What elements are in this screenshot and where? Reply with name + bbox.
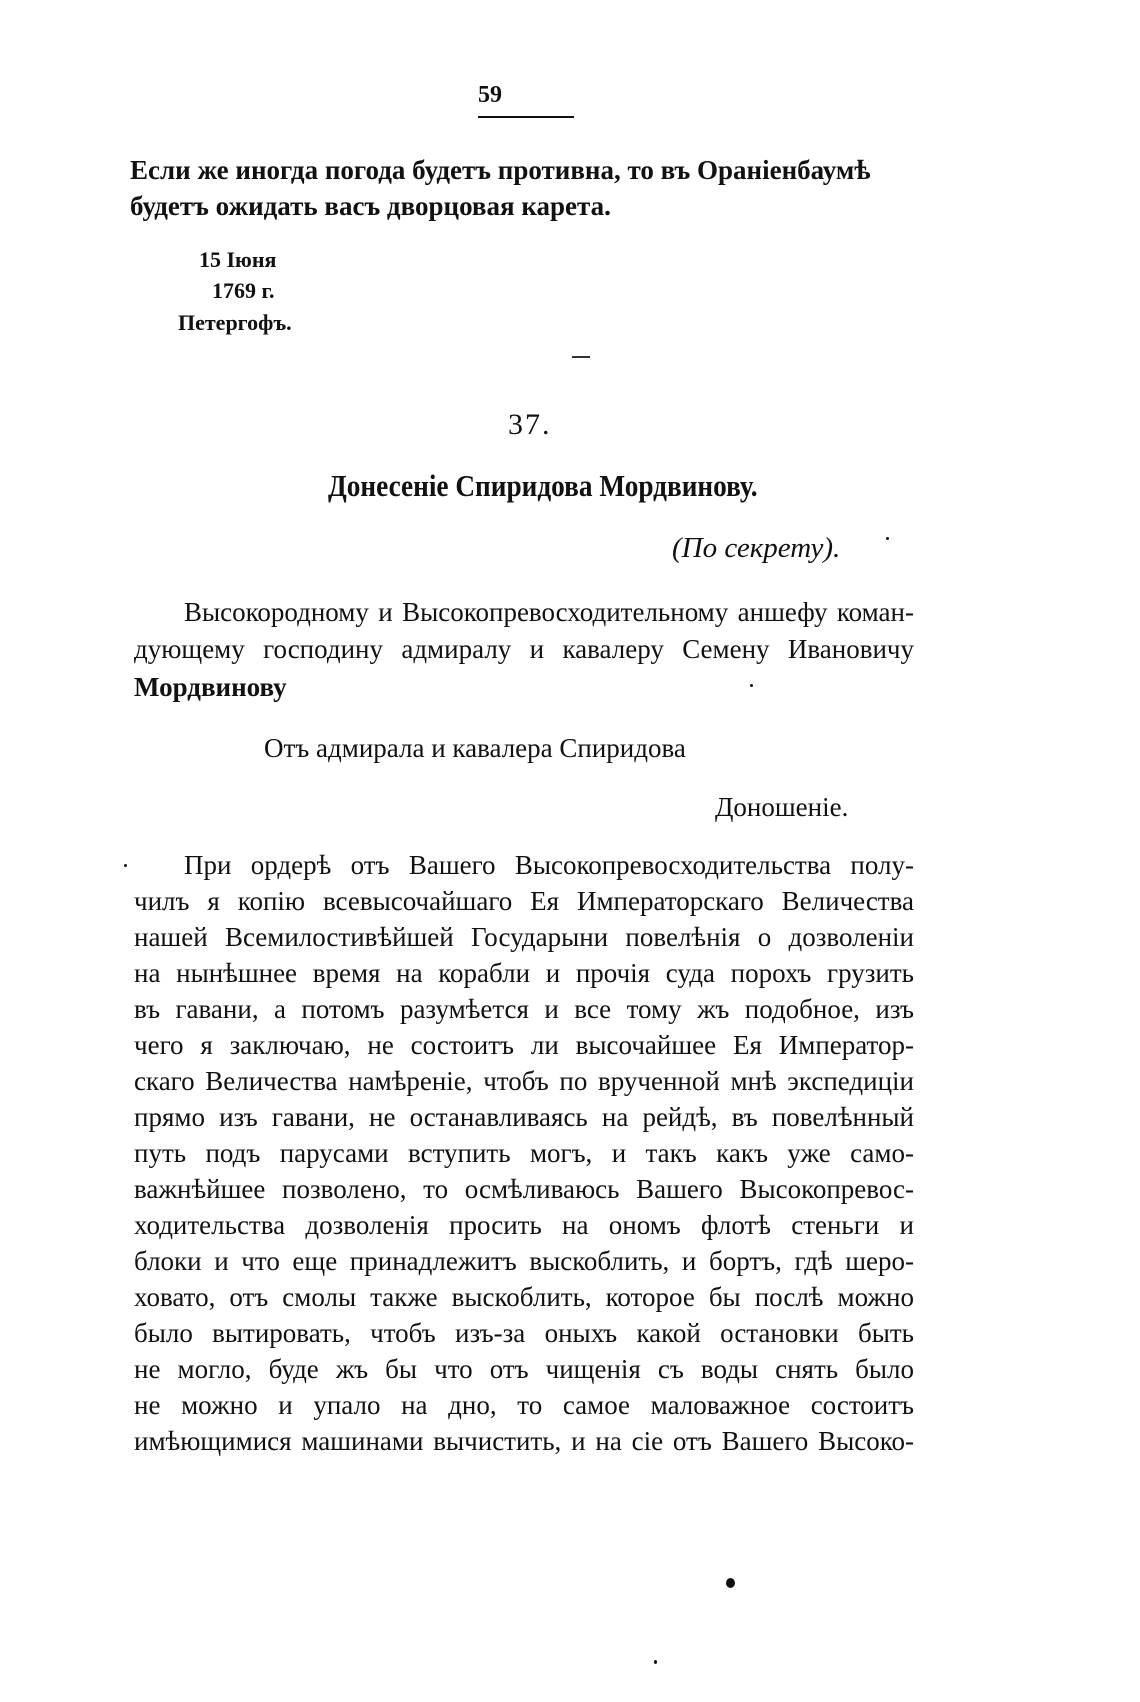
body-line: не могло, буде жъ бы что отъ чищенія съ воды снять было bbox=[134, 1354, 914, 1384]
scan-speck bbox=[886, 537, 889, 540]
body-line: важнѣйшее позволено, то осмѣливаюсь Вашего Высокопревос- bbox=[134, 1174, 914, 1204]
page-number: 59 bbox=[478, 82, 502, 108]
body-line: прямо изъ гавани, не останавливаясь на рейдѣ, въ повелѣнный bbox=[134, 1102, 914, 1132]
dateline-year: 1769 г. bbox=[212, 278, 275, 303]
top-paragraph-line-2: будетъ ожидать васъ дворцовая карета. bbox=[130, 191, 611, 221]
dateline-place: Петергофъ. bbox=[178, 310, 292, 335]
body-line: не можно и упало на дно, то самое маловажное состоитъ bbox=[134, 1390, 914, 1420]
document-number: 37. bbox=[508, 408, 552, 441]
body-line: было вытировать, чтобъ изъ-за оныхъ какой остановки быть bbox=[134, 1318, 914, 1348]
secret-note: (По секрету). bbox=[672, 532, 841, 564]
body-line: ходительства дозволенія просить на ономъ флотѣ стеньги и bbox=[134, 1210, 914, 1240]
body-line: блоки и что еще принадлежитъ выскоблить, и бортъ, гдѣ шеро- bbox=[134, 1246, 914, 1276]
report-label: Доношеніе. bbox=[715, 792, 849, 822]
section-divider bbox=[572, 356, 590, 358]
body-line: При ордерѣ отъ Вашего Высокопревосходительства полу- bbox=[184, 850, 914, 880]
body-line: чего я заключаю, не состоитъ ли высочайшее Ея Император- bbox=[134, 1030, 914, 1060]
body-line: чилъ я копію всевысочайшаго Ея Императорскаго Величества bbox=[134, 886, 914, 916]
body-line: ховато, отъ смолы также выскоблить, которое бы послѣ можно bbox=[134, 1282, 914, 1312]
from-line: Отъ адмирала и кавалера Спиридова bbox=[264, 733, 686, 763]
scan-speck bbox=[124, 864, 127, 867]
body-line: въ гавани, а потомъ разумѣется и все тому жъ подобное, изъ bbox=[134, 994, 914, 1024]
address-line-1: Высокородному и Высокопревосходительному аншефу коман- bbox=[184, 597, 914, 627]
scan-speck bbox=[750, 684, 753, 687]
body-line: нашей Всемилостивѣйшей Государыни повелѣнія о дозволеніи bbox=[134, 922, 914, 952]
document-title: Донесеніе Спиридова Мордвинову. bbox=[328, 468, 758, 503]
scan-speck bbox=[654, 1660, 657, 1664]
body-line: имѣющимися машинами вычистить, и на сіе отъ Вашего Высоко- bbox=[134, 1426, 914, 1456]
page-number-rule bbox=[478, 116, 574, 118]
scan-speck bbox=[726, 1578, 735, 1588]
top-paragraph-line-1: Если же иногда погода будетъ противна, то въ Ораніенбаумѣ bbox=[130, 155, 871, 185]
address-line-2: дующему господину адмиралу и кавалеру Семену Ивановичу bbox=[134, 634, 914, 664]
body-line: путь подъ парусами вступить могъ, и такъ какъ уже само- bbox=[134, 1138, 914, 1168]
address-line-3: Мордвинову bbox=[134, 672, 287, 702]
dateline-day: 15 Іюня bbox=[199, 247, 277, 272]
body-line: скаго Величества намѣреніе, чтобъ по врученной мнѣ экспедиціи bbox=[134, 1066, 914, 1096]
body-line: на нынѣшнее время на корабли и прочія суда порохъ грузить bbox=[134, 958, 914, 988]
